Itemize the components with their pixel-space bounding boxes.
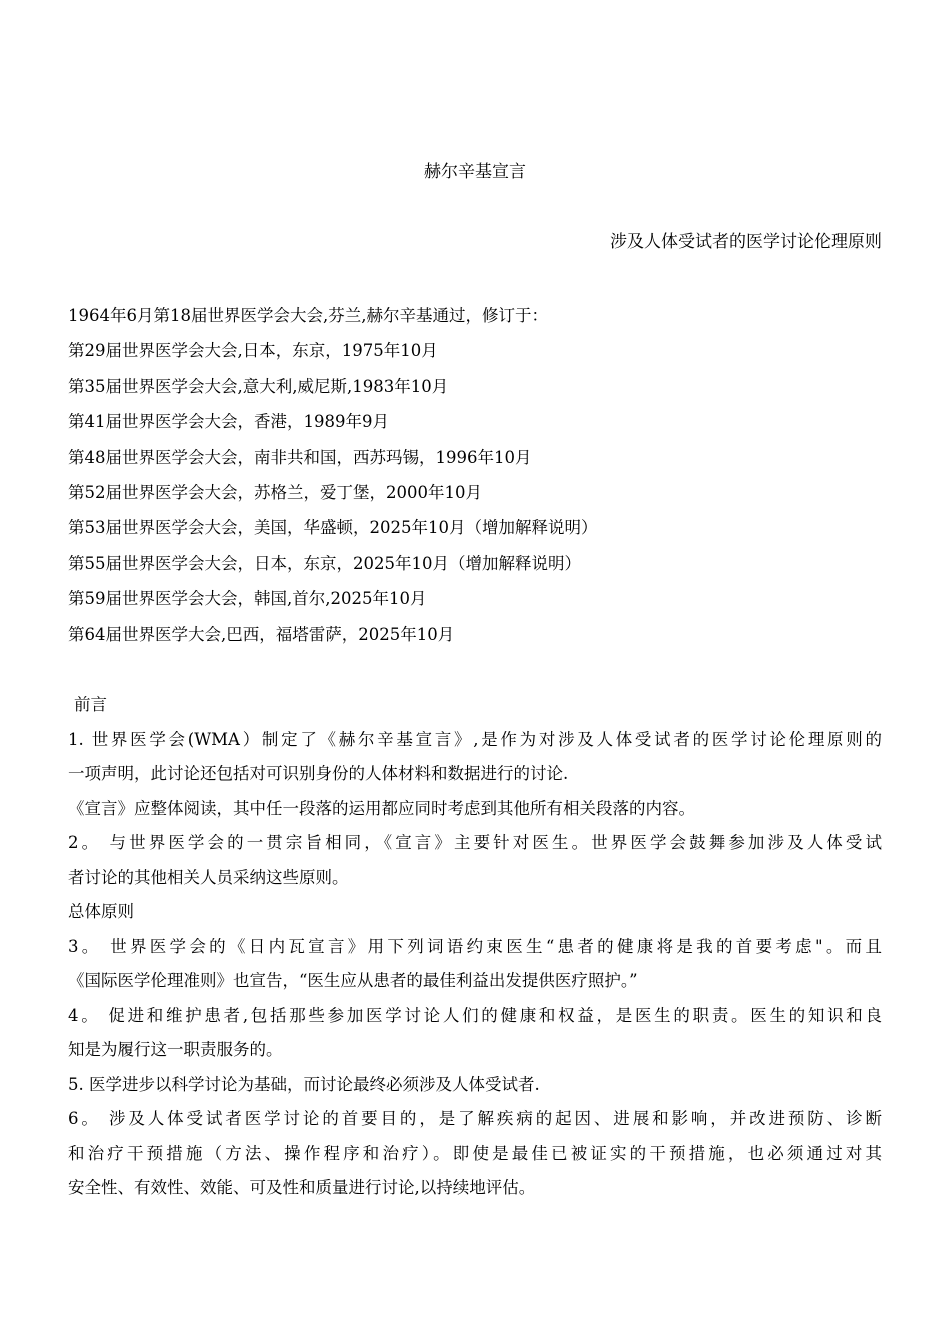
paragraph-1-line: 1. 世界医学会(WMA）制定了《赫尔辛基宣言》,是作为对涉及人体受试者的医学讨论伦理原则的	[68, 729, 882, 749]
paragraph-5-line: 5. 医学进步以科学讨论为基础，而讨论最终必须涉及人体受试者.	[68, 1074, 540, 1094]
paragraph-1-line: 一项声明，此讨论还包括对可识别身份的人体材料和数据进行的讨论.	[68, 764, 569, 783]
history-line: 第53届世界医学会大会，美国，华盛顿，2025年10月（增加解释说明）	[68, 518, 598, 538]
document-body	[68, 688, 882, 1206]
history-line: 第64届世界医学大会,巴西，福塔雷萨，2025年10月	[68, 624, 455, 644]
paragraph-3-line: 《国际医学伦理准则》也宣告，“医生应从患者的最佳利益出发提供医疗照护。”	[68, 971, 638, 990]
paragraph-6-line: 6。 涉及人体受试者医学讨论的首要目的，是了解疾病的起因、进展和影响，并改进预防、诊断	[68, 1109, 882, 1128]
history-line: 第59届世界医学会大会，韩国,首尔,2025年10月	[68, 589, 427, 609]
history-line: 第52届世界医学会大会，苏格兰，爱丁堡，2000年10月	[68, 483, 482, 503]
document-title: 赫尔辛基宣言	[424, 162, 526, 182]
paragraph-6-line: 和治疗干预措施（方法、操作程序和治疗）。即使是最佳已被证实的干预措施，也必须通过对其	[68, 1143, 882, 1163]
paragraph-2-line: 2。 与世界医学会的一贯宗旨相同，《宣言》主要针对医生。世界医学会鼓舞参加涉及人体受试	[68, 833, 882, 852]
document-subtitle: 涉及人体受试者的医学讨论伦理原则	[610, 232, 882, 252]
history-line: 第48届世界医学会大会，南非共和国，西苏玛锡，1996年10月	[68, 447, 532, 467]
paragraph-4-line: 4。 促进和维护患者,包括那些参加医学讨论人们的健康和权益，是医生的职责。医生的知识和良	[68, 1005, 882, 1025]
history-line: 第55届世界医学会大会，日本，东京，2025年10月（增加解释说明）	[68, 553, 581, 573]
general-principles-heading: 总体原则	[68, 902, 134, 921]
paragraph-3-line: 3。 世界医学会的《日内瓦宣言》用下列词语约束医生“患者的健康将是我的首要考虑"。而且	[68, 936, 882, 956]
history-line: 第35届世界医学会大会,意大利,威尼斯,1983年10月	[68, 376, 449, 396]
history-line: 第29届世界医学会大会,日本，东京，1975年10月	[68, 341, 438, 361]
revision-history	[68, 298, 882, 652]
paragraph-1-line: 《宣言》应整体阅读，其中任一段落的运用都应同时考虑到其他所有相关段落的内容。	[68, 798, 695, 818]
history-line: 第41届世界医学会大会，香港，1989年9月	[68, 412, 389, 432]
preface-heading: 前言	[74, 695, 107, 714]
history-line: 1964年6月第18届世界医学会大会,芬兰,赫尔辛基通过，修订于：	[68, 306, 548, 325]
paragraph-6-line: 安全性、有效性、效能、可及性和质量进行讨论,以持续地评估。	[68, 1178, 536, 1197]
paragraph-2-line: 者讨论的其他相关人员采纳这些原则。	[68, 867, 349, 887]
paragraph-4-line: 知是为履行这一职责服务的。	[68, 1040, 283, 1059]
